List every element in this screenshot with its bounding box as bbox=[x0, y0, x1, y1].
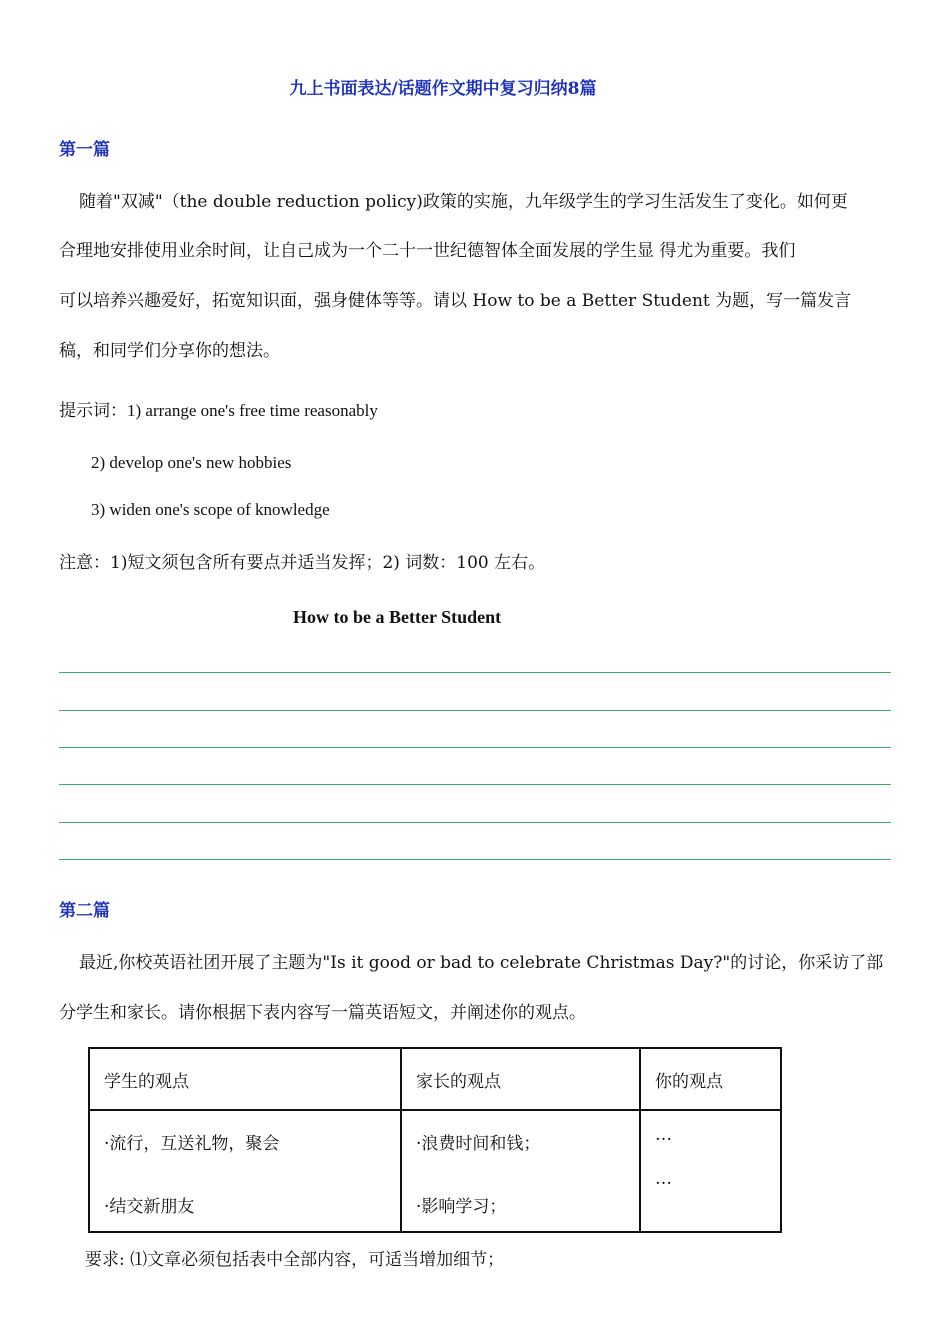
section-1-prompt-line-1: 随着"双减"（the double reduction policy)政策的实施，九年级学生的学习生活发生了变化。如何更 bbox=[79, 192, 848, 212]
table-cell-item: … bbox=[655, 1169, 672, 1189]
table-cell-item: … bbox=[655, 1125, 672, 1145]
writing-line bbox=[59, 672, 891, 673]
hint-item: 1) arrange one's free time reasonably bbox=[127, 401, 378, 420]
section-2-requirements: 要求: ⑴文章必须包括表中全部内容，可适当增加细节； bbox=[85, 1250, 505, 1270]
table-cell-item: ·结交新朋友 bbox=[104, 1197, 195, 1217]
section-1-note: 注意：1)短文须包含所有要点并适当发挥；2) 词数：100 左右。 bbox=[59, 553, 546, 573]
writing-line bbox=[59, 859, 891, 860]
table-cell-item: ·影响学习； bbox=[416, 1197, 507, 1217]
section-2-prompt-line-2: 分学生和家长。请你根据下表内容写一篇英语短文，并阐述你的观点。 bbox=[59, 1003, 586, 1023]
section-1-prompt-line-3: 可以培养兴趣爱好，拓宽知识面，强身健体等等。请以 How to be a Better Student 为题，写一篇发言 bbox=[59, 291, 852, 311]
section-1-heading: 第一篇 bbox=[59, 140, 110, 160]
writing-line bbox=[59, 822, 891, 823]
document-title: 九上书面表达/话题作文期中复习归纳8篇 bbox=[289, 79, 597, 99]
hints-row-1 bbox=[59, 402, 378, 420]
hint-item: 2) develop one's new hobbies bbox=[91, 453, 292, 472]
section-2-heading: 第二篇 bbox=[59, 901, 110, 921]
table-header-students: 学生的观点 bbox=[89, 1048, 401, 1110]
opinions-table bbox=[88, 1047, 782, 1233]
table-cell-item: ·流行，互送礼物，聚会 bbox=[104, 1134, 280, 1154]
hint-item: 3) widen one's scope of knowledge bbox=[91, 500, 330, 519]
your-opinions-cell bbox=[640, 1110, 781, 1232]
parents-opinions-cell bbox=[401, 1110, 640, 1232]
writing-line bbox=[59, 747, 891, 748]
writing-line bbox=[59, 710, 891, 711]
section-1-prompt-line-4: 稿，和同学们分享你的想法。 bbox=[59, 341, 280, 361]
section-2-prompt-line-1: 最近,你校英语社团开展了主题为"Is it good or bad to celebrate Christmas Day?"的讨论，你采访了部 bbox=[79, 953, 884, 973]
students-opinions-cell bbox=[89, 1110, 401, 1232]
table-header-parents: 家长的观点 bbox=[401, 1048, 640, 1110]
hints-label: 提示词： bbox=[59, 401, 127, 421]
section-1-prompt-line-2: 合理地安排使用业余时间，让自己成为一个二十一世纪德智体全面发展的学生显 得尤为重要。我们 bbox=[59, 241, 796, 261]
table-header-yours: 你的观点 bbox=[640, 1048, 781, 1110]
table-cell-item: ·浪费时间和钱； bbox=[416, 1134, 541, 1154]
essay-title: How to be a Better Student bbox=[293, 607, 502, 627]
writing-line bbox=[59, 784, 891, 785]
